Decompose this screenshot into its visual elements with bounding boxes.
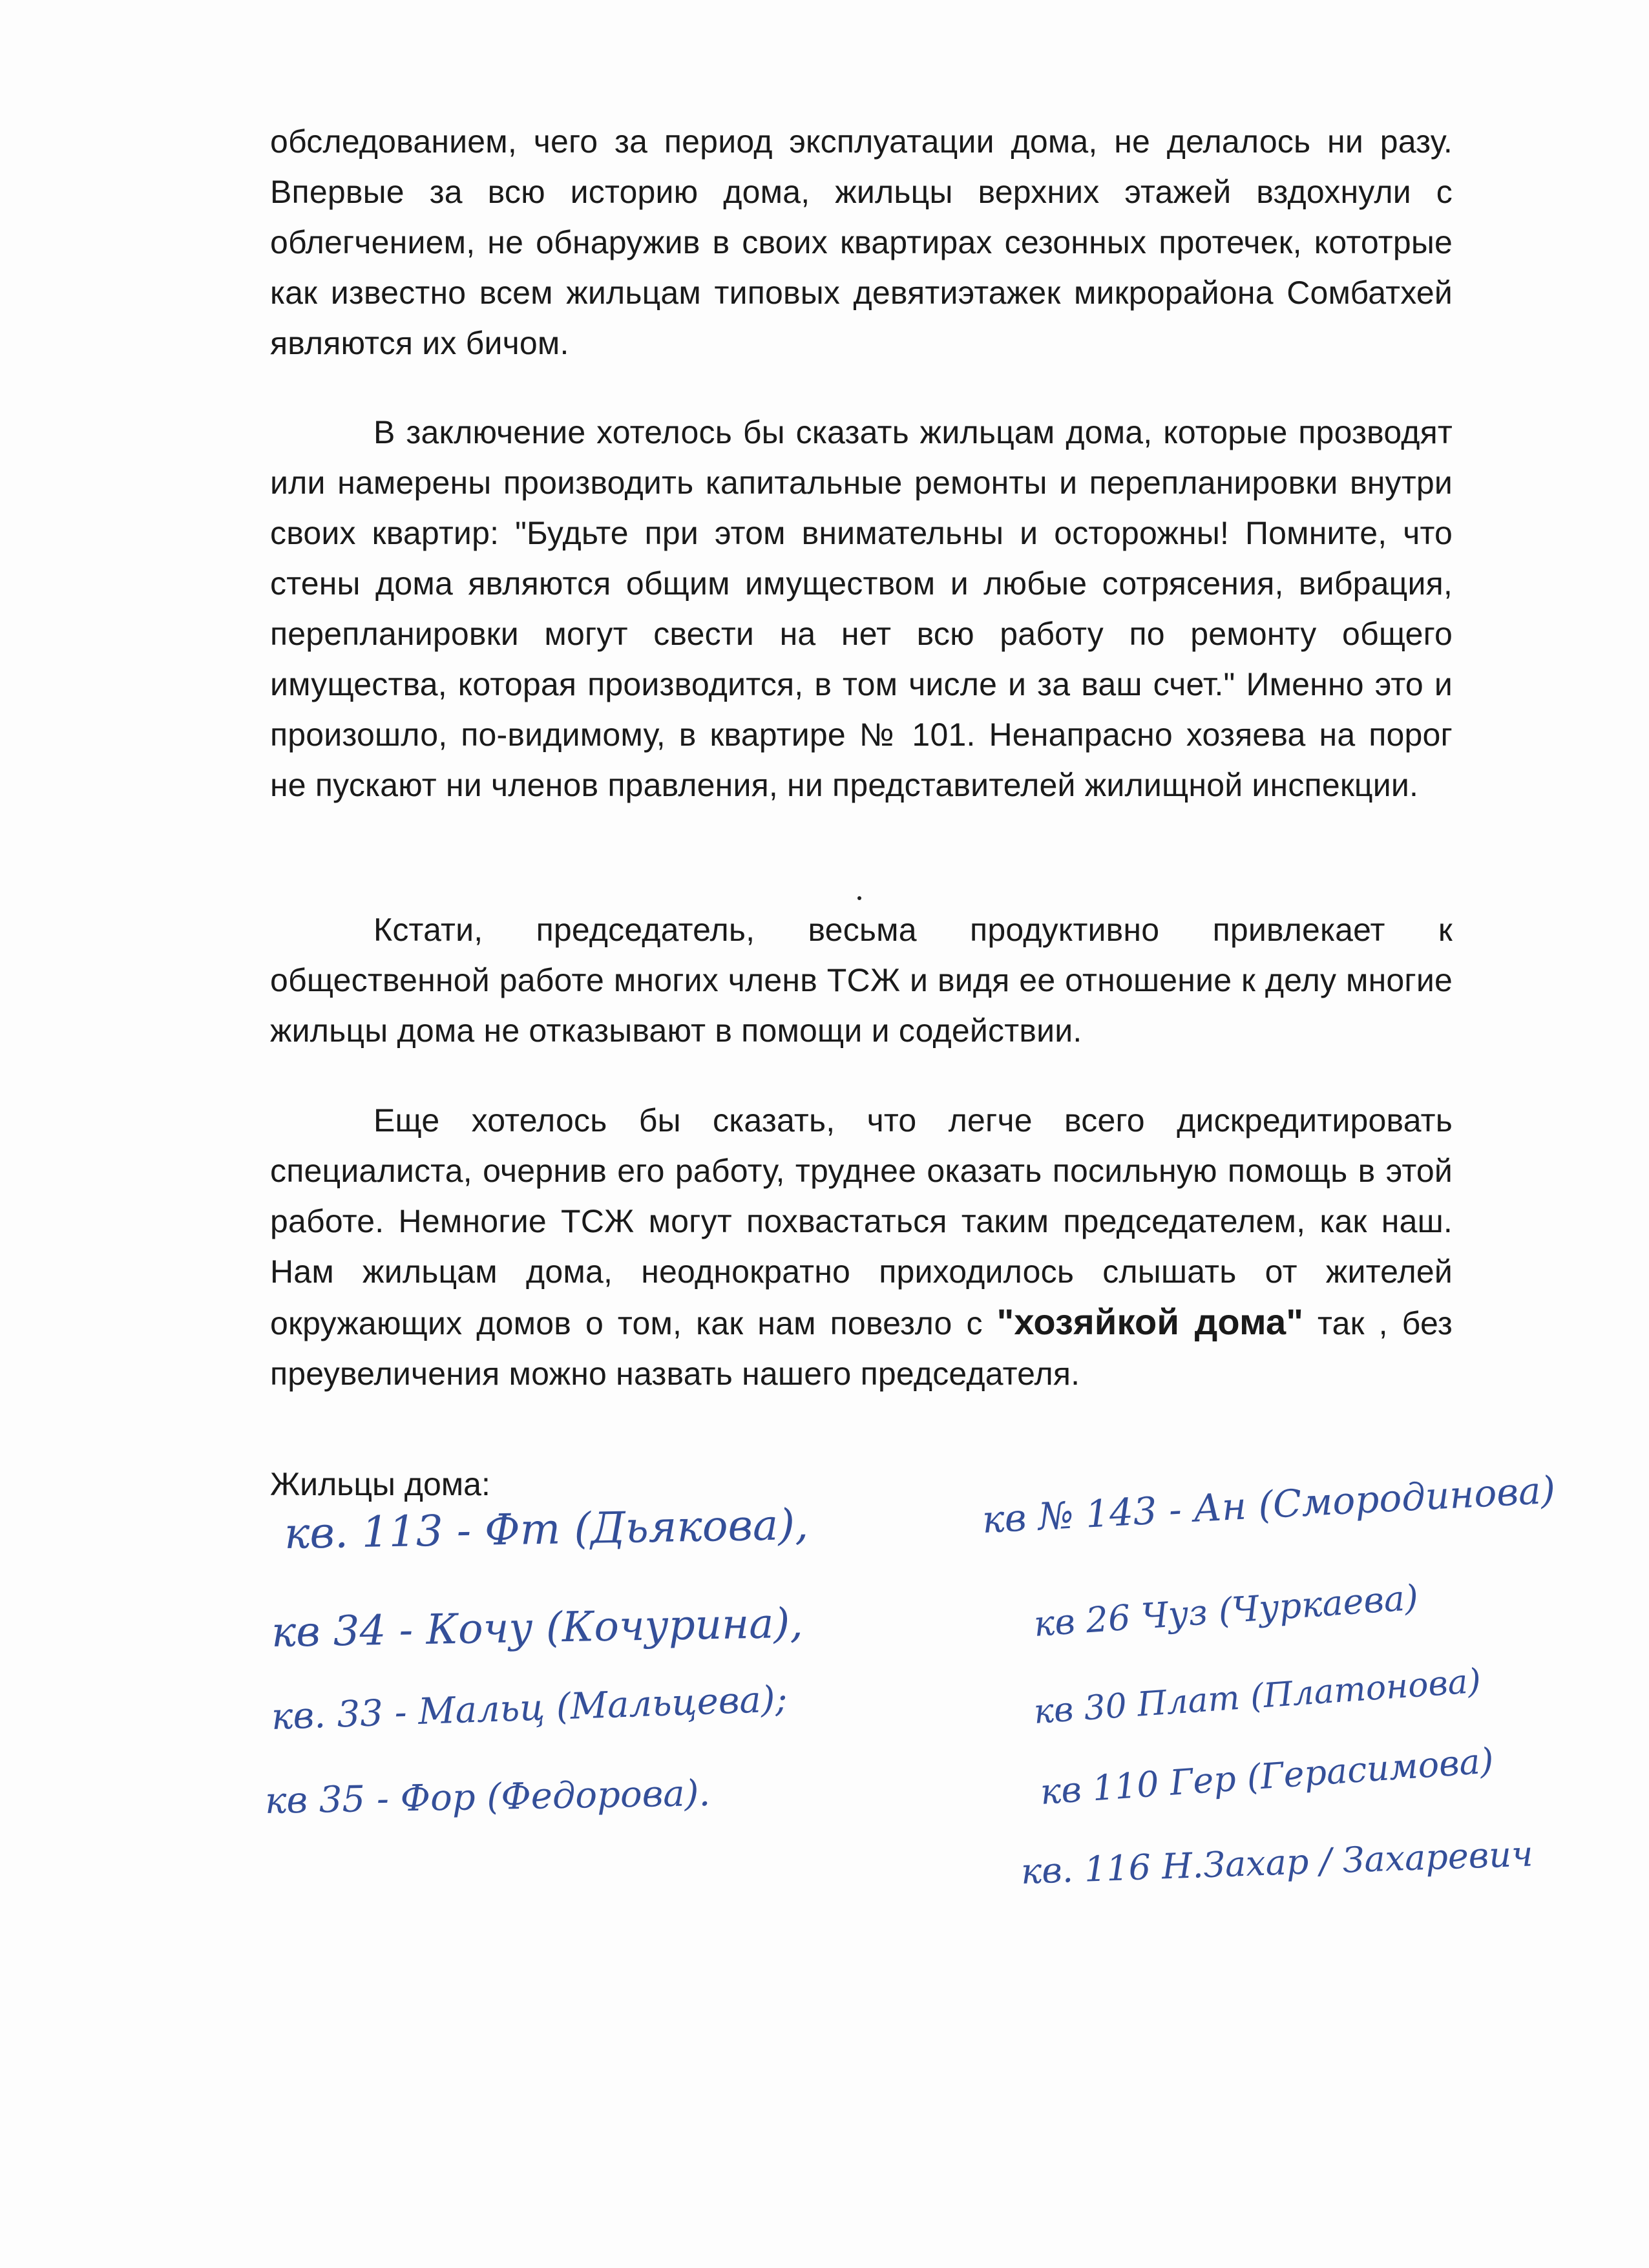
signature-entry: кв 35 - Фор (Федорова). xyxy=(264,1772,711,1822)
paragraph-4-text-after: так , без преувеличения можно назвать нашего председателя. xyxy=(270,1305,1453,1392)
paragraph-4 xyxy=(270,1095,1453,1399)
signature-entry: кв 34 - Кочу (Кочурина), xyxy=(271,1599,804,1657)
signature-entry: кв. 116 Н.Захар / Захаревич xyxy=(1020,1833,1534,1892)
paragraph-1-text: обследованием, чего за период эксплуатации дома, не делалось ни разу. Впервые за всю историю дома, жильцы верхних этажей вздохнули с облегчением, не обнаружив в своих квартирах сезонных протечек, кототрые как известно всем жильцам типовых девятиэтажек микрорайона Сомбатхей являются их бичом. xyxy=(270,123,1453,361)
signature-entry: кв. 113 - Фт (Дьякова), xyxy=(284,1499,809,1559)
ink-stroke-mark xyxy=(853,892,866,905)
signature-entry: кв 30 Плат (Платонова) xyxy=(1032,1661,1482,1732)
paragraph-4-text-before: Еще хотелось бы сказать, что легче всего дискредитировать специалиста, очернив его работу, труднее оказать посильную помощь в этой работе. Немногие ТСЖ могут похвастаться таким председателем, как наш. Нам жильцам дома, неоднократно приходилось слышать от жителей окружающих домов о том, как нам повезло с xyxy=(270,1102,1453,1341)
signature-entry: кв. 33 - Мальц (Мальцева); xyxy=(270,1678,788,1738)
paragraph-3 xyxy=(270,905,1453,1056)
signature-entry: кв 26 Чуз (Чуркаева) xyxy=(1032,1577,1420,1644)
signature-heading: Жильцы дома: xyxy=(270,1466,490,1502)
signature-entry: кв 110 Гер (Герасимова) xyxy=(1038,1740,1495,1812)
signature-entry: кв № 143 - Ан (Смородинова) xyxy=(981,1467,1557,1542)
paragraph-2 xyxy=(270,407,1453,810)
paragraph-3-text: Кстати, председатель, весьма продуктивно привлекает к общественной работе многих членв ТСЖ и видя ее отношение к делу многие жильцы дома не отказывают в помощи и содействии. xyxy=(270,912,1453,1049)
paragraph-4-emphasis: "хозяйкой дома" xyxy=(996,1301,1304,1342)
paragraph-4-text xyxy=(270,1095,1453,1399)
paragraph-2-text: В заключение хотелось бы сказать жильцам дома, которые прозводят или намерены производить капитальные ремонты и перепланировки внутри своих квартир: "Будьте при этом внимательны и осторожны! Помните, что стены дома являются общим имуществом и любые сотрясения, вибрация, перепланировки могут свести на нет всю работу по ремонту общего имущества, которая производится, в том числе и за ваш счет." Именно это и произошло, по-видимому, в квартире № 101. Ненапрасно хозяева на порог не пускают ни членов правления, ни представителей жилищной инспекции. xyxy=(270,414,1453,803)
paragraph-1 xyxy=(270,116,1453,368)
